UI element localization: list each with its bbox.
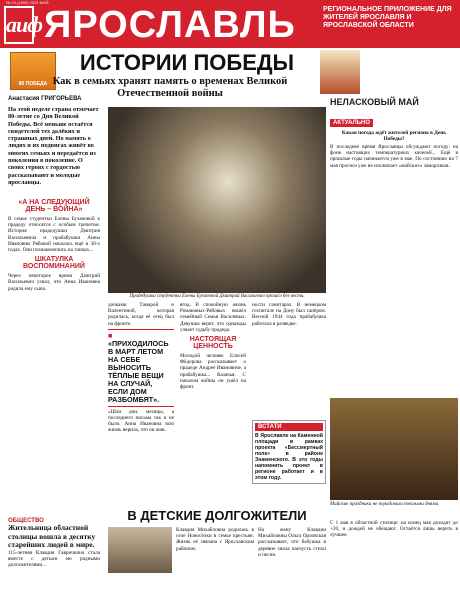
column-d-text: ности санитарах. В немецком госпитале на Дону был сапёром. Весной 1944 года прабабушка работала в разведке. [252,302,326,327]
right-question: Какая погода ждёт жителей региона в День Победы? [341,130,447,142]
weather-caption: Майские праздники не порадовали теплыми днями. [330,502,440,507]
bottom-headline: Жительница областной столицы вошла в десятку старейших людей в мире. [8,523,96,549]
right-bottom-text: С 1 мая в областной столице: на конец мая доходит до +20, и дождей не обещают. Остаётся лишь верить в лучшее. [330,520,458,539]
right-section-title: НЕЛАСКОВЫЙ МАЙ [330,97,419,107]
subhead-2: ШКАТУЛКА ВОСПОМИНАНИЙ [23,256,85,271]
subhead-3: НАСТОЯЩАЯ ЦЕННОСТЬ [189,336,237,351]
column-b-text-2: «Шли дни, месяцы, а последнего письма так и не было. Анна Ивановна всю жизнь верила, что он жив. [108,408,174,434]
bottom-column-a-text: Клавдия Михайловна родилась в селе Новосёлки в семье крестьян. Жизнь её связана с Ярославским районом. [176,527,254,552]
column-b [108,302,174,434]
lead-text: На этой неделе страна отмечает 80-летие со Дня Великой Победы. Всё меньше остаётся свидетелей тех далёких и страшных дней. Но память о людях и их подвигах живёт во многих семьях и передаётся из поколения в поколение. О своих героях с гордостью рассказывают и молодые ярославцы. [8,106,99,186]
photo-caption: Прадедушка студентки Елены Бузановой Дмитрий Васильевич прошёл без вести. [129,294,305,299]
centenarian-photo [108,527,172,573]
right-bottom [330,520,458,539]
column-c-text-2: Молодой человек Елисей Фёдорова рассказывает о прадеде Андрее Ивановиче, а прабабушка... Казачья. С началом войны он ушёл на фронт. [180,353,246,391]
column-d [252,302,326,327]
weather-photo [330,398,458,500]
bottom-column-a [176,527,254,552]
eternal-flame-photo [108,107,326,293]
author: Анастасия ГРИГОРЬЕВА [8,96,82,102]
column-c [180,302,246,390]
right-kicker: АКТУАЛЬНО [330,119,373,127]
bottom-column-b [258,527,326,558]
by-the-way-box [252,420,326,484]
bottom-header: В ДЕТСКИЕ ДОЛГОЖИТЕЛИ [127,508,307,523]
bottom-lead-text: 115-летняя Клавдия Гавричкина стала вместе с детьми ею родными долгожителями... [8,549,100,568]
column-a-text-2: Через некоторое время Дмитрий Васильевич узнал, что Анна Ивановна родила ему сына. [8,273,100,292]
by-the-way-text: В Ярославле на Каменной площади в рамках проекта «Бессмертный полк» в районе Знаменского. В это годы напомнить проект в регионе работает и в этом году. [255,433,323,481]
victory-poster-image [320,50,360,94]
by-the-way-header: ВСТАТИ [255,423,323,431]
city-title: ЯРОСЛАВЛЬ [44,4,296,46]
bottom-lead [8,518,100,568]
subhead-1: «А НА СЛЕДУЮЩИЙ ДЕНЬ – ВОЙНА» [18,199,90,213]
bottom-kicker: ОБЩЕСТВО [8,518,44,524]
column-c-text: ягод. В спокойную жизнь Романовых-Рябовых вошёл семейный Семья Василевых. Девушка верит, что однажды узнает судьбу прадеда. [180,302,246,333]
right-column [330,96,458,169]
aif-logo[interactable]: аиф [4,6,34,44]
article-subtitle: Как в семьях хранят память о временах Великой Отечественной войны [52,76,288,99]
pull-quote: ■ «ПРИХОДИЛОСЬ В МАРТ ЛЕТОМ НА СЕБЕ ВЫНОСИТЬ ТЁПЛЫЕ ВЕЩИ НА СЛУЧАЙ, ЕСЛИ ДОМ РАЗБОМБЯТ». [108,329,174,407]
column-a-text: В семье студентки Елены Бузановой к прадеду относятся с особым трепетом. История прадедушки Дмитрия Васильевича и прабабушки Анны Ивановны Рябовой началась ещё в 30-х годах. Они познакомились на танцах... [8,216,100,254]
supplement-label: РЕГИОНАЛЬНОЕ ПРИЛОЖЕНИЕ ДЛЯ ЖИТЕЛЕЙ ЯРОСЛАВЛЯ И ЯРОСЛАВСКОЙ ОБЛАСТИ [323,6,452,29]
column-a [8,196,100,292]
victory-badge: 80 ПОБЕДА [10,52,56,90]
article-title: ИСТОРИИ ПОБЕДЫ [79,50,295,75]
right-text: В последнее время Ярославцы обсуждают погоду: на фоне настоящих температурных качелей... Ещё в прошлые годы начинается уже в мае. По состоянию на 7 мая прогноз уже не исключает «майских» заморозков. [330,144,458,169]
masthead [0,0,460,48]
bottom-column-b-text: На жену Клавдии Михайловны Ольга Орловская рассказывает, что бабушка в деревне знала наизусть стихи и песни. [258,527,326,558]
column-b-text: дочками Тамарой и Валентиной, которая родилась, когда её отец был на фронте. [108,302,174,327]
issue-info: № 19 (1805) 2025 МАЙ [6,0,49,5]
